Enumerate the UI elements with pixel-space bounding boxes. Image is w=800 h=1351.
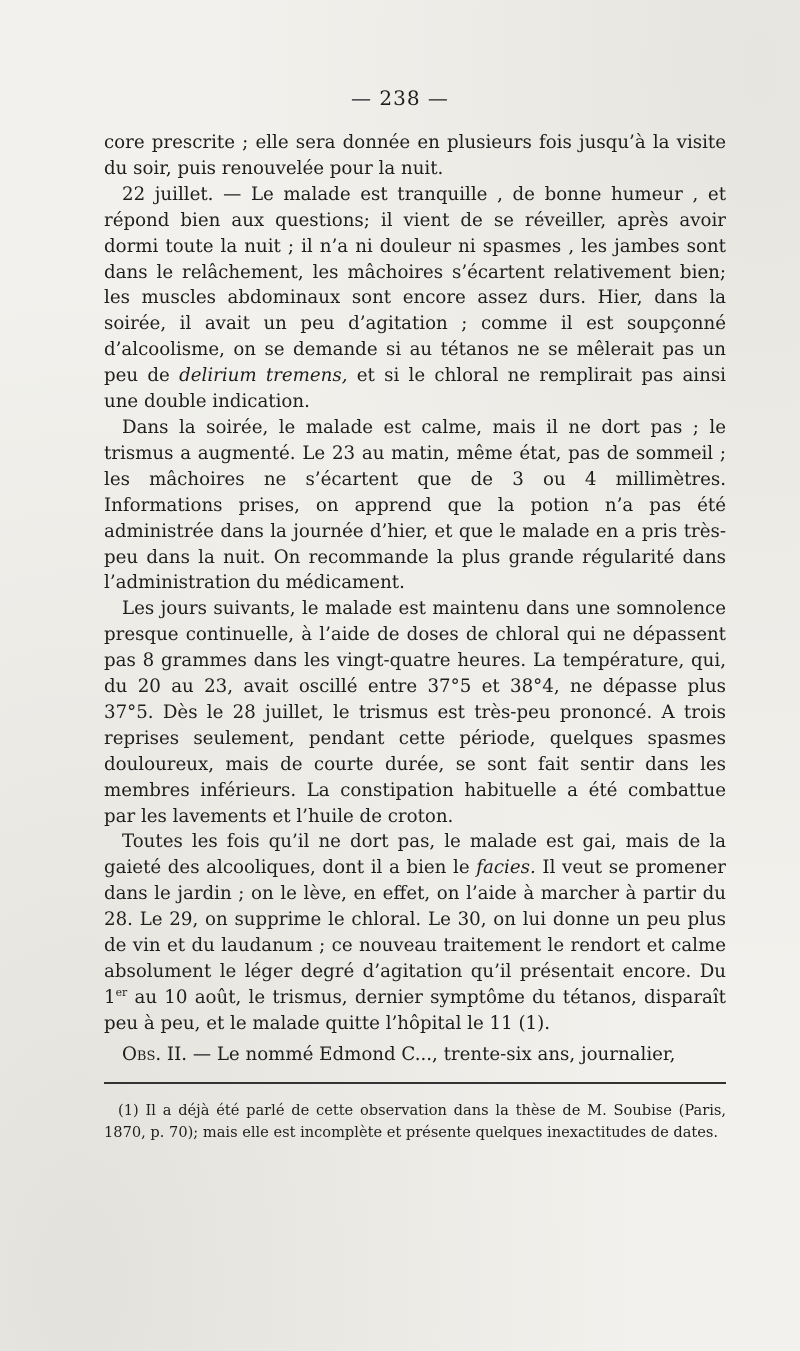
superscript-er: er: [115, 985, 128, 999]
footnote: (1) Il a déjà été parlé de cette observation dans la thèse de M. Soubise (Paris, 1870, p. 70); mais elle est incomplète et présente quelques inexactitudes de dates.: [104, 1102, 726, 1141]
paragraph-2-text: 22 juillet. — Le malade est tranquille , de bonne humeur , et répond bien aux questions; il vient de se réveiller, après avoir dormi toute la nuit ; il n’a ni douleur ni spasmes , les jambes sont dans le relâchement, les mâchoires s’écartent relativement bien; les muscles abdominaux sont encore assez durs. Hier, dans la soirée, il avait un peu d’agitation ; comme il est soupçonné d’alcoolisme, on se demande si au tétanos ne se mêlerait pas un peu de: [104, 183, 726, 387]
footnote-divider: [104, 1082, 726, 1084]
paragraph-5-middle: Il veut se promener dans le jardin ; on le lève, en effet, on l’aide à marcher à partir du 28. Le 29, on supprime le chloral. Le 30, on lui donne un peu plus de vin et du laudanum ; ce nouveau traitement le rendort et calme absolument le léger degré d’agitation qu’il présentait encore. Du 1: [104, 857, 726, 1008]
paragraph-5-end: au 10 août, le trismus, dernier symptôme du tétanos, disparaît peu à peu, et le malade quitte l’hôpital le 11 (1).: [104, 986, 726, 1034]
paragraph-3: Dans la soirée, le malade est calme, mais il ne dort pas ; le trismus a augmenté. Le 23 au matin, même état, pas de sommeil ; les mâchoires ne s’écartent que de 3 ou 4 millimètres. Informations prises, on apprend que la potion n’a pas été administrée dans la journée d’hier, et que le malade en a pris très-peu dans la nuit. On recommande la plus grande régularité dans l’administration du médicament.: [104, 416, 726, 594]
paragraph-4: Les jours suivants, le malade est maintenu dans une somnolence presque continuelle, à l’aide de doses de chloral qui ne dépassent pas 8 grammes dans les vingt-quatre heures. La température, qui, du 20 au 23, avait oscillé entre 37°5 et 38°4, ne dépasse plus 37°5. Dès le 28 juillet, le trismus est très-peu prononcé. A trois reprises seulement, pendant cette période, quelques spasmes douloureux, mais de courte durée, se sont fait sentir dans les membres inférieurs. La constipation habituelle a été combattue par les lavements et l’huile de croton.: [104, 598, 726, 827]
observation-label: Obs. II.: [122, 1044, 188, 1065]
italic-delirium: delirium tremens,: [179, 365, 348, 387]
observation-heading: [104, 1042, 726, 1068]
paragraph-5: [104, 829, 726, 1036]
paragraph-5-start: Toutes les fois qu’il ne dort pas, le malade est gai, mais de la gaieté des alcooliques, dont il a bien le: [104, 831, 726, 879]
observation-text: — Le nommé Edmond C..., trente-six ans, journalier,: [192, 1044, 676, 1065]
paragraph-1: core prescrite ; elle sera donnée en plusieurs fois jusqu’à la visite du soir, puis renouvelée pour la nuit.: [104, 132, 726, 179]
page-number: — 238 —: [351, 86, 449, 110]
paragraph-2: [104, 182, 726, 415]
italic-facies: facies.: [476, 857, 536, 879]
body-text: [104, 130, 726, 1037]
paragraph-2-end: et si le chloral ne remplirait pas ainsi une double indication.: [104, 365, 726, 413]
